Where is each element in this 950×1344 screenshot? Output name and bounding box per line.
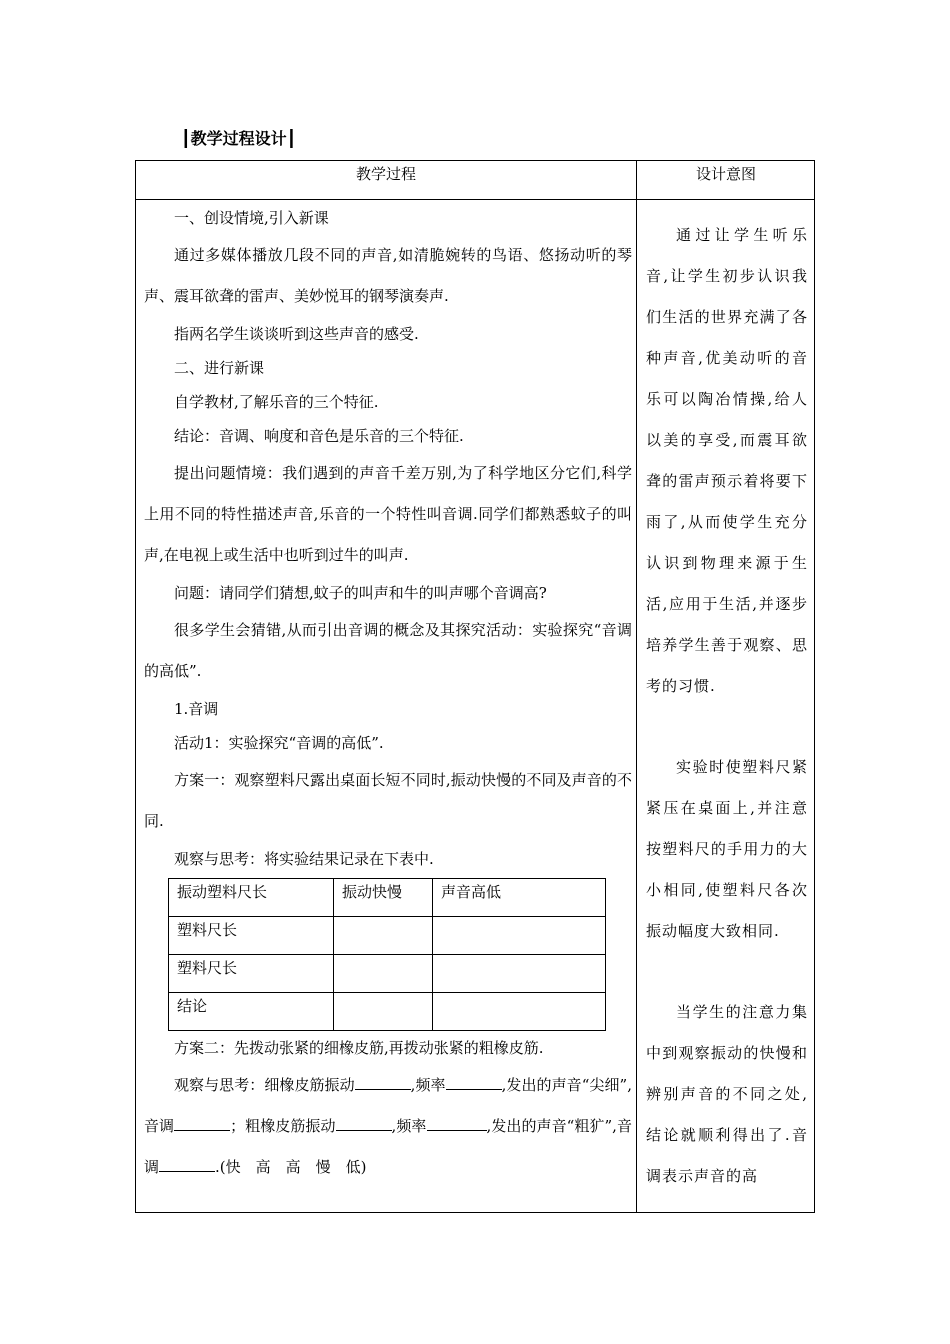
answer-blank — [336, 1112, 392, 1131]
process-paragraph: 问题：请同学们猜想,蚊子的叫声和牛的叫声哪个音调高? — [174, 584, 547, 602]
answer-blank — [159, 1153, 215, 1172]
process-paragraph: 提出问题情境：我们遇到的声音千差万别,为了科学地区分它们,科学上用不同的特性描述声音,乐音的一个特性叫音调.同学们都熟悉蚊子的叫声,在电视上或生活中也听到过牛的叫声. — [144, 464, 632, 564]
table-cell — [433, 917, 606, 955]
blank-text: ,发出的声音“粗犷”,音调 — [144, 1117, 632, 1176]
process-paragraph: 结论：音调、响度和音色是乐音的三个特征. — [174, 427, 464, 445]
table-cell — [334, 917, 433, 955]
intent-paragraph: 当学生的注意力集中到观察振动的快慢和辨别声音的不同之处,结论就顺利得出了.音调表示声音的高 — [646, 1003, 808, 1185]
blank-text: .(快 高 高 慢 低) — [215, 1158, 367, 1176]
table-cell: 塑料尺长 — [169, 955, 334, 993]
table-row — [169, 993, 606, 1031]
table-header-cell: 振动快慢 — [334, 879, 433, 917]
process-paragraph: 1.音调 — [174, 700, 219, 718]
teaching-process-column — [144, 201, 632, 1188]
intent-paragraph: 通过让学生听乐音,让学生初步认识我们生活的世界充满了各种声音,优美动听的音乐可以陶冶情操,给人以美的享受,而震耳欲聋的雷声预示着将要下雨了,从而使学生充分认识到物理来源于生活,应用于生活,并逐步培养学生善于观察、思考的习惯. — [646, 226, 808, 695]
blank-text: ；粗橡皮筋振动 — [230, 1117, 336, 1135]
process-paragraph: 二、进行新课 — [174, 359, 265, 377]
answer-blank — [446, 1071, 502, 1090]
header-teaching-process: 教学过程 — [355, 165, 416, 183]
table-cell — [334, 955, 433, 993]
fill-in-blank-paragraph — [144, 1065, 632, 1188]
table-header-cell: 声音高低 — [433, 879, 606, 917]
experiment-record-table — [168, 878, 606, 1031]
answer-blank — [174, 1112, 230, 1131]
header-design-intent: 设计意图 — [695, 165, 756, 183]
answer-blank — [355, 1071, 411, 1090]
lesson-table — [135, 160, 815, 1213]
table-cell — [433, 955, 606, 993]
column-divider — [636, 161, 637, 1212]
blank-text: ,发出的声音“尖细”,音调 — [144, 1076, 632, 1135]
intent-paragraph: 实验时使塑料尺紧紧压在桌面上,并注意按塑料尺的手用力的大小相同,使塑料尺各次振动幅度大致相同. — [646, 758, 808, 940]
process-paragraph: 方案一：观察塑料尺露出桌面长短不同时,振动快慢的不同及声音的不同. — [144, 771, 632, 830]
table-cell: 结论 — [169, 993, 334, 1031]
process-paragraph: 通过多媒体播放几段不同的声音,如清脆婉转的鸟语、悠扬动听的琴声、震耳欲聋的雷声、美妙悦耳的钢琴演奏声. — [144, 246, 632, 305]
process-paragraph: 方案二：先拨动张紧的细橡皮筋,再拨动张紧的粗橡皮筋. — [174, 1039, 544, 1057]
process-paragraph: 观察与思考：将实验结果记录在下表中. — [174, 850, 434, 868]
table-row — [169, 955, 606, 993]
process-paragraph: 指两名学生谈谈听到这些声音的感受. — [174, 325, 419, 343]
answer-blank — [427, 1112, 487, 1131]
section-heading: ┃教学过程设计┃ — [181, 129, 297, 148]
process-paragraph: 很多学生会猜错,从而引出音调的概念及其探究活动：实验探究“音调的高低”. — [144, 621, 632, 680]
blank-text: ,频率 — [410, 1076, 446, 1094]
blank-text: 观察与思考：细橡皮筋振动 — [174, 1076, 355, 1094]
table-header-cell: 振动塑料尺长 — [169, 879, 334, 917]
process-paragraph: 活动1：实验探究“音调的高低”. — [174, 734, 384, 752]
design-intent-column — [646, 215, 808, 1237]
blank-text: ,频率 — [391, 1117, 427, 1135]
table-header-row — [169, 879, 606, 917]
table-row — [169, 917, 606, 955]
process-paragraph: 一、创设情境,引入新课 — [174, 209, 329, 227]
table-cell: 塑料尺长 — [169, 917, 334, 955]
table-cell — [334, 993, 433, 1031]
header-divider — [136, 199, 814, 200]
process-paragraph: 自学教材,了解乐音的三个特征. — [174, 393, 379, 411]
table-cell — [433, 993, 606, 1031]
